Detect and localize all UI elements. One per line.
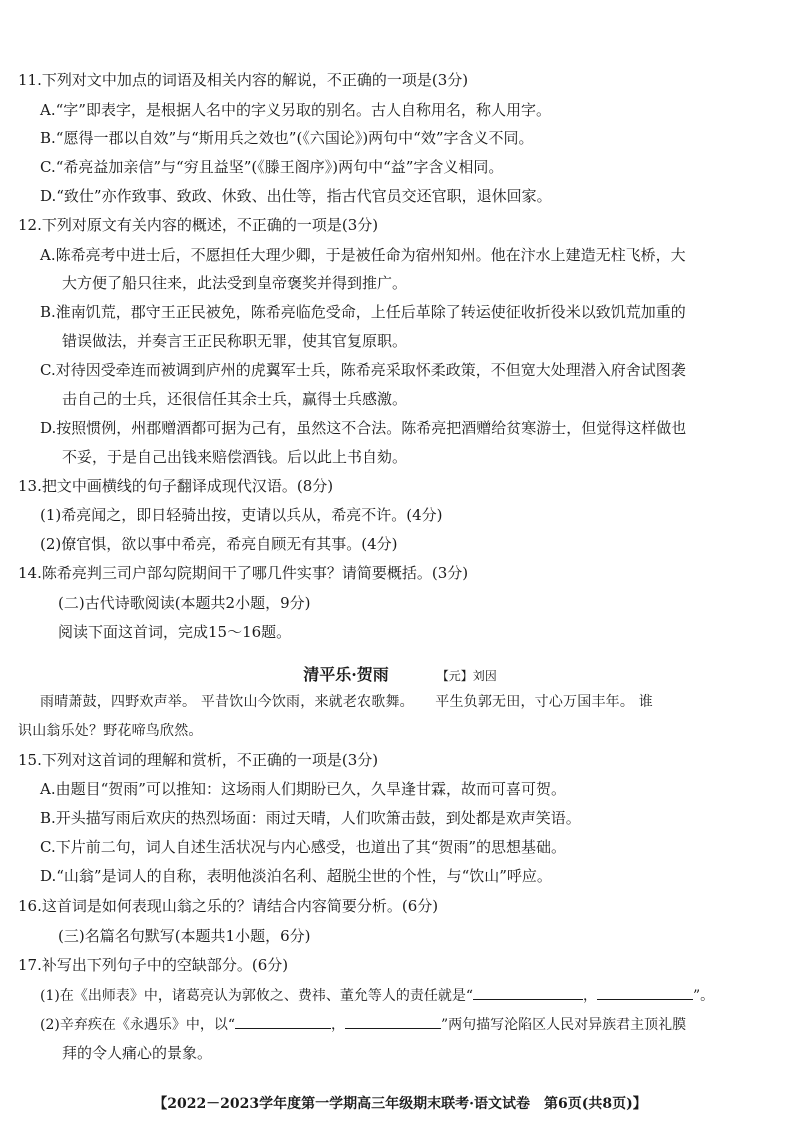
q12-option-a: A.陈希亮考中进士后，不愿担任大理少卿，于是被任命为宿州知州。他在汴水上建造无柱飞桥，大 bbox=[40, 246, 686, 264]
q13-stem: 13.把文中画横线的句子翻译成现代汉语。(8分) bbox=[18, 477, 334, 495]
section-3-heading: (三)名篇名句默写(本题共1小题，6分) bbox=[58, 927, 311, 945]
q17-s1-prefix: (1)在《出师表》中，诸葛亮认为郭攸之、费祎、董允等人的责任就是“ bbox=[40, 988, 473, 1004]
section-2-heading: (二)古代诗歌阅读(本题共2小题，9分) bbox=[58, 594, 311, 612]
q15-option-d: D.“山翁”是词人的自称，表明他淡泊名利、超脱尘世的个性，与“饮山”呼应。 bbox=[40, 867, 552, 885]
q11-option-c: C.“希亮益加亲信”与“穷且益坚”(《滕王阁序》)两句中“益”字含义相同。 bbox=[40, 158, 504, 176]
q17-s1-separator: ， bbox=[583, 988, 597, 1004]
q11-option-b: B.“愿得一郡以自效”与“斯用兵之效也”(《六国论》)两句中“效”字含义不同。 bbox=[40, 129, 534, 147]
q12-option-b-cont: 错误做法，并奏言王正民称职无罪，使其官复原职。 bbox=[62, 332, 408, 350]
q15-option-c: C.下片前二句，词人自述生活状况与内心感受，也道出了其“贺雨”的思想基础。 bbox=[40, 838, 567, 856]
q14-stem: 14.陈希亮判三司户部勾院期间干了哪几件实事？请简要概括。(3分) bbox=[18, 564, 469, 582]
q16-stem: 16.这首词是如何表现山翁之乐的？请结合内容简要分析。(6分) bbox=[18, 897, 439, 915]
q12-option-c: C.对待因受牵连而被调到庐州的虎翼军士兵，陈希亮采取怀柔政策，不但宽大处理潜入府舍试图袭 bbox=[40, 361, 686, 379]
q13-sentence-2: (2)僚官惧，欲以事中希亮，希亮自顾无有其事。(4分) bbox=[40, 535, 398, 553]
q12-option-d: D.按照惯例，州郡赠酒都可据为己有，虽然这不合法。陈希亮把酒赠给贫寒游士，但觉得这样做也 bbox=[40, 419, 687, 437]
q17-sentence-1 bbox=[40, 985, 714, 1006]
q15-option-a: A.由题目“贺雨”可以推知：这场雨人们期盼已久，久旱逢甘霖，故而可喜可贺。 bbox=[40, 780, 566, 798]
q15-option-b: B.开头描写雨后欢庆的热烈场面：雨过天晴，人们吹箫击鼓，到处都是欢声笑语。 bbox=[40, 809, 581, 827]
q17-s2-prefix: (2)辛弃疾在《永遇乐》中，以“ bbox=[40, 1017, 235, 1033]
q12-option-b: B.淮南饥荒，郡守王正民被免，陈希亮临危受命，上任后革除了转运使征收折役米以致饥荒加重的 bbox=[40, 303, 686, 321]
q17-stem: 17.补写出下列句子中的空缺部分。(6分) bbox=[18, 956, 289, 974]
q12-stem: 12.下列对原文有关内容的概述，不正确的一项是(3分) bbox=[18, 216, 379, 234]
q17-blank-2[interactable] bbox=[597, 985, 693, 1000]
q17-blank-4[interactable] bbox=[345, 1014, 441, 1029]
q12-option-d-cont: 不妥，于是自己出钱来赔偿酒钱。后以此上书自劾。 bbox=[62, 448, 408, 466]
q15-stem: 15.下列对这首词的理解和赏析，不正确的一项是(3分) bbox=[18, 751, 379, 769]
q11-option-d: D.“致仕”亦作致事、致政、休致、出仕等，指古代官员交还官职，退休回家。 bbox=[40, 187, 552, 205]
q17-s2-suffix: ”两句描写沦陷区人民对异族君主顶礼膜 bbox=[441, 1017, 687, 1033]
poem-title-line bbox=[0, 662, 800, 685]
poem-title: 清平乐·贺雨 bbox=[303, 665, 389, 684]
q12-option-a-cont: 大方便了船只往来，此法受到皇帝褒奖并得到推广。 bbox=[62, 274, 408, 292]
q17-blank-1[interactable] bbox=[473, 985, 583, 1000]
q17-sentence-2 bbox=[40, 1014, 686, 1035]
q17-sentence-2-cont: 拜的令人痛心的景象。 bbox=[62, 1044, 213, 1062]
q11-stem: 11.下列对文中加点的词语及相关内容的解说，不正确的一项是(3分) bbox=[18, 71, 469, 89]
page-footer: 【2022－2023学年度第一学期高三年级期末联考·语文试卷 第6页(共8页)】 bbox=[153, 1096, 647, 1112]
q13-sentence-1: (1)希亮闻之，即日轻骑出按，吏请以兵从，希亮不许。(4分) bbox=[40, 506, 443, 524]
q17-blank-3[interactable] bbox=[235, 1014, 331, 1029]
q17-s1-suffix: ”。 bbox=[693, 988, 715, 1004]
q11-option-a: A.“字”即表字，是根据人名中的字义另取的别名。古人自称用名，称人用字。 bbox=[40, 101, 551, 119]
q12-option-c-cont: 击自己的士兵，还很信任其余士兵，赢得士兵感激。 bbox=[62, 390, 408, 408]
poem-line-1: 雨晴萧鼓，四野欢声举。 平昔饮山今饮雨，来就老农歌舞。 平生负郭无田，寸心万国丰年。 谁 bbox=[40, 694, 653, 710]
poem-author: 【元】刘因 bbox=[436, 669, 497, 683]
section-2-instruction: 阅读下面这首词，完成15～16题。 bbox=[58, 623, 292, 641]
poem-line-2: 识山翁乐处？野花啼鸟欣然。 bbox=[18, 723, 203, 739]
q17-s2-separator: ， bbox=[331, 1017, 345, 1033]
